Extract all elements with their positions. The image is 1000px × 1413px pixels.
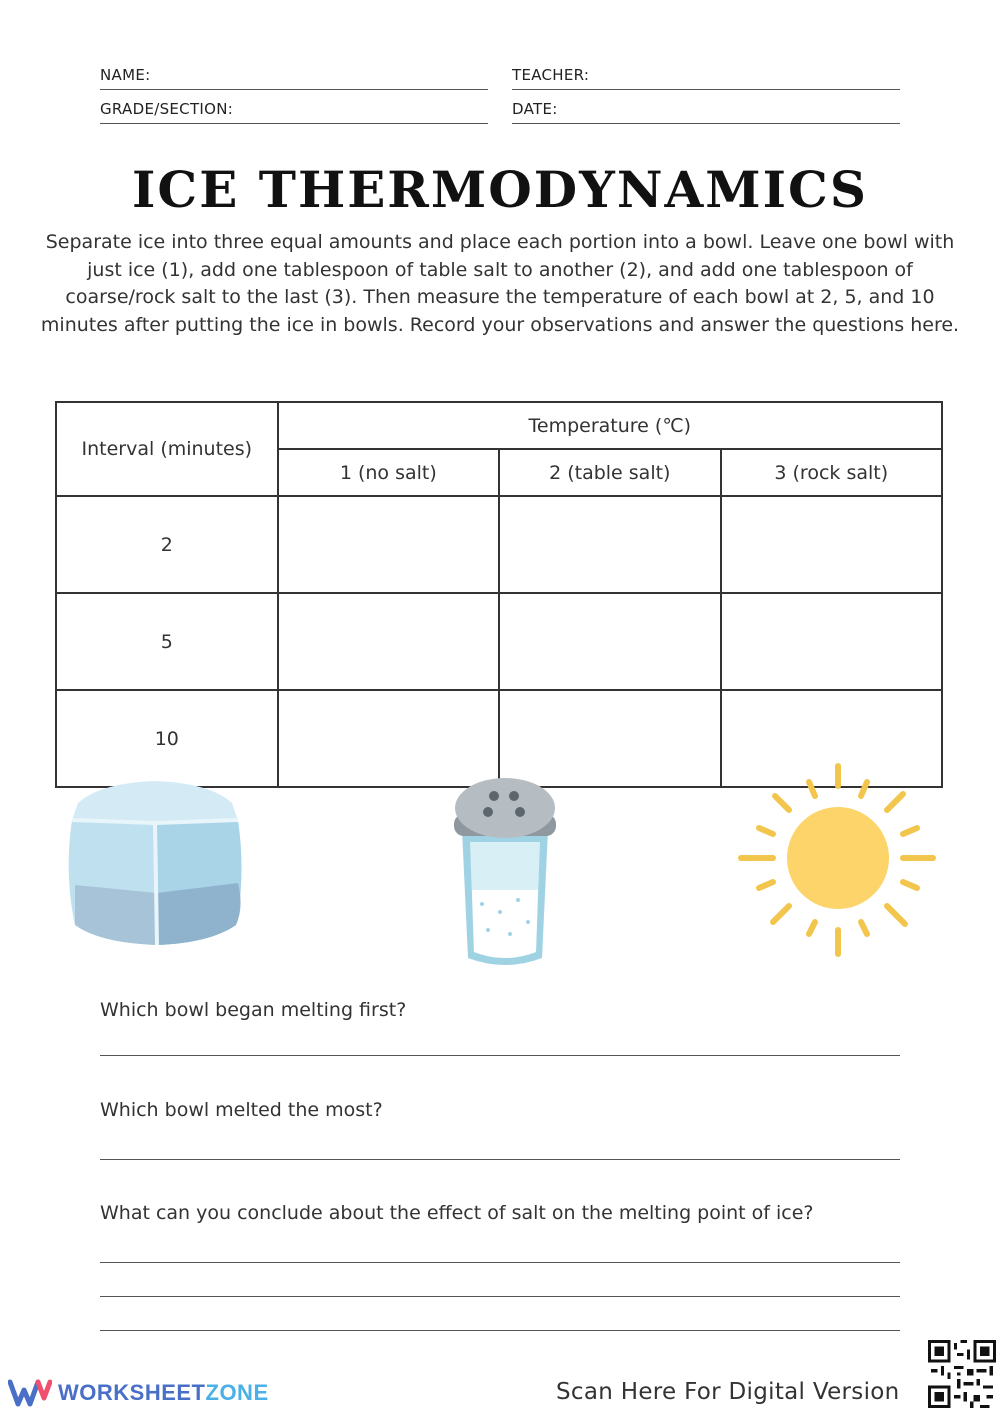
ice-cube-icon: [60, 775, 250, 950]
sun-icon: [737, 762, 939, 958]
interval-header: Interval (minutes): [56, 402, 278, 496]
page-title: ICE THERMODYNAMICS: [132, 160, 868, 219]
grade-section-label: GRADE/SECTION:: [100, 100, 234, 118]
interval-cell: 2: [56, 496, 278, 593]
salt-shaker-icon: [448, 772, 562, 970]
logo-text-worksheet: WORKSHEET: [58, 1380, 206, 1405]
interval-cell: 10: [56, 690, 278, 787]
name-field[interactable]: [100, 56, 488, 90]
temperature-cell[interactable]: [278, 593, 499, 690]
temperature-cell[interactable]: [278, 496, 499, 593]
table-row: [56, 593, 942, 690]
teacher-label: TEACHER:: [512, 66, 590, 84]
question-2: Which bowl melted the most?: [100, 1099, 383, 1121]
question-1: Which bowl began melting first?: [100, 999, 407, 1021]
column-header-rock-salt: 3 (rock salt): [721, 449, 942, 496]
instructions: Separate ice into three equal amounts and place each portion into a bowl. Leave one bowl with just ice (1), add one tablespoon of table salt to another (2), and add one tablespoon of coarse/rock salt to the last (3). Then measure the temperature of each bowl at 2, 5, and 10 minutes after putting the ice in bowls. Record your observations and answer the questions here.: [40, 231, 960, 336]
column-header-table-salt: 2 (table salt): [499, 449, 720, 496]
logo-w-icon: [8, 1378, 52, 1408]
logo-text-zone: ZONE: [205, 1380, 269, 1405]
grade-section-field[interactable]: [100, 90, 488, 124]
answer-line-3b[interactable]: [100, 1296, 900, 1297]
date-field[interactable]: [512, 90, 900, 124]
scan-text: Scan Here For Digital Version: [556, 1379, 900, 1405]
answer-line-3c[interactable]: [100, 1330, 900, 1331]
temperature-cell[interactable]: [721, 496, 942, 593]
answer-line-2[interactable]: [100, 1159, 900, 1160]
temperature-cell[interactable]: [499, 496, 720, 593]
answer-line-1[interactable]: [100, 1055, 900, 1056]
answer-line-3a[interactable]: [100, 1262, 900, 1263]
interval-cell: 5: [56, 593, 278, 690]
name-label: NAME:: [100, 66, 151, 84]
temperature-cell[interactable]: [499, 593, 720, 690]
question-3: What can you conclude about the effect of salt on the melting point of ice?: [100, 1202, 814, 1224]
qr-code-icon[interactable]: [928, 1340, 996, 1408]
temperature-table: [55, 401, 943, 788]
temperature-header: Temperature (℃): [278, 402, 942, 449]
column-header-no-salt: 1 (no salt): [278, 449, 499, 496]
table-row: [56, 496, 942, 593]
worksheet-zone-logo: [8, 1373, 269, 1413]
teacher-field[interactable]: [512, 56, 900, 90]
date-label: DATE:: [512, 100, 558, 118]
temperature-cell[interactable]: [721, 593, 942, 690]
